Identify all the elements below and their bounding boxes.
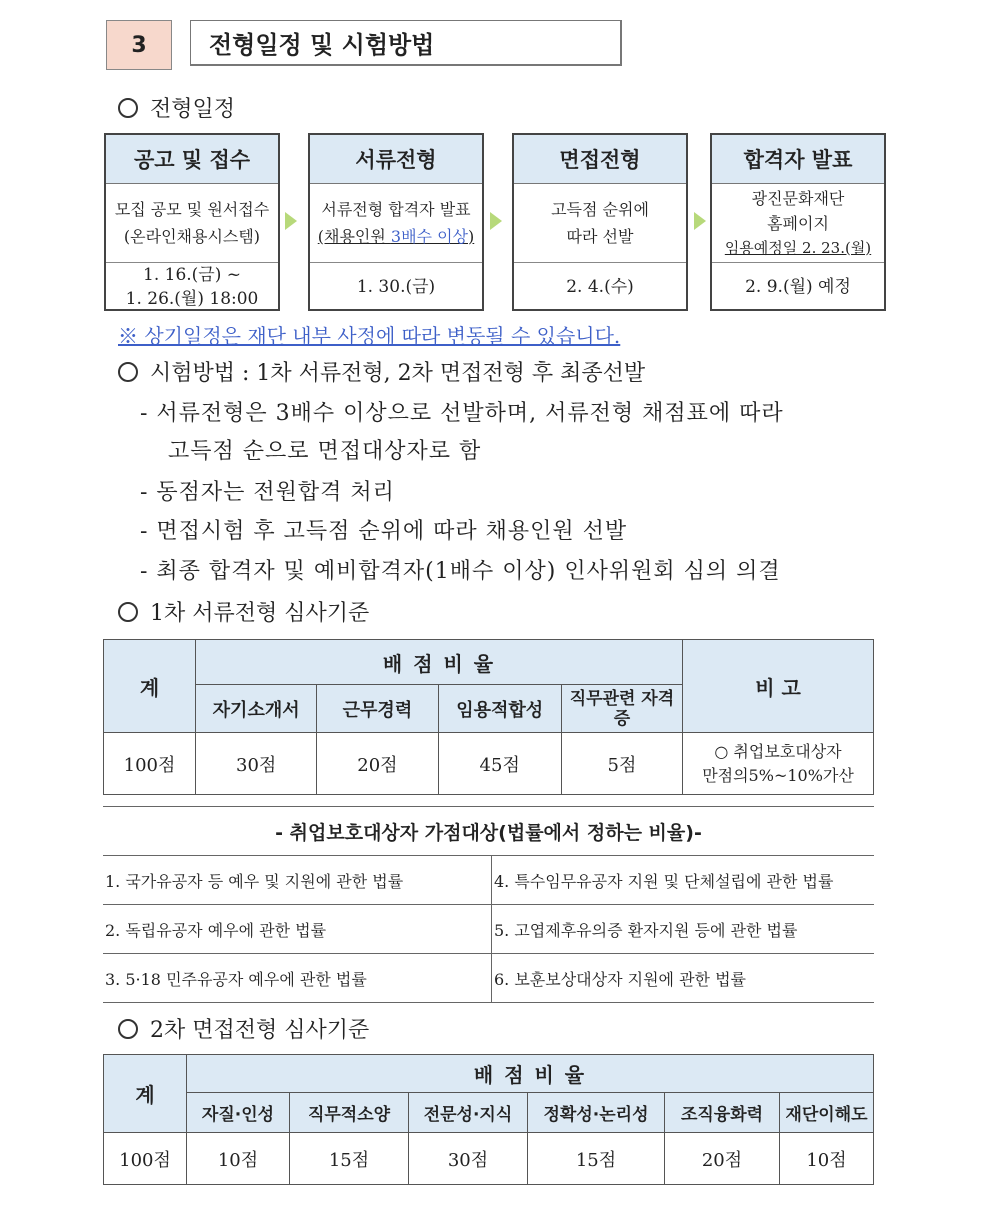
arrow-right-icon xyxy=(490,212,502,230)
method-item: - 동점자는 전원합격 처리 xyxy=(140,480,395,505)
step-interview xyxy=(512,133,688,311)
total-cell: 100점 xyxy=(104,1133,187,1185)
step-title: 면접전형 xyxy=(514,135,686,184)
column-header: 조직융화력 xyxy=(665,1093,780,1133)
step-date: 2. 9.(월) 예정 xyxy=(745,277,851,297)
total-cell: 100점 xyxy=(104,733,196,795)
section-title: 전형일정 및 시험방법 xyxy=(190,20,622,66)
step-desc: 모집 공모 및 원서접수 xyxy=(114,200,270,219)
total-header: 계 xyxy=(104,1055,187,1133)
column-header: 직무적소양 xyxy=(290,1093,409,1133)
arrow-right-icon xyxy=(285,212,297,230)
schedule-heading-text: 전형일정 xyxy=(150,97,236,122)
section-number: 3 xyxy=(106,20,172,70)
score-cell: 15점 xyxy=(528,1133,665,1185)
score-cell: 30점 xyxy=(409,1133,528,1185)
step-title: 서류전형 xyxy=(310,135,482,184)
score-cell: 5점 xyxy=(561,733,682,795)
law-cell: 2. 독립유공자 예우에 관한 법률 xyxy=(103,905,492,954)
score-cell: 20점 xyxy=(317,733,438,795)
step-date: 2. 4.(수) xyxy=(566,277,634,297)
divider xyxy=(103,806,874,807)
ratio-header: 배 점 비 율 xyxy=(187,1055,874,1093)
schedule-note: ※ 상기일정은 재단 내부 사정에 따라 변동될 수 있습니다. xyxy=(118,324,621,348)
schedule-heading xyxy=(118,92,235,123)
law-cell: 4. 특수임무유공자 지원 및 단체설립에 관한 법률 xyxy=(492,856,875,905)
step-date: 1. 16.(금) ~ xyxy=(143,265,241,285)
circle-bullet-icon xyxy=(118,362,138,382)
law-cell: 3. 5·18 민주유공자 예우에 관한 법률 xyxy=(103,954,492,1003)
interview-heading-text: 2차 면접전형 심사기준 xyxy=(150,1018,370,1043)
arrow-right-icon xyxy=(694,212,706,230)
interview-table xyxy=(103,1054,874,1185)
score-cell: 30점 xyxy=(196,733,317,795)
column-header: 직무관련 자격증 xyxy=(561,685,682,733)
column-header: 자질·인성 xyxy=(187,1093,290,1133)
method-item: - 최종 합격자 및 예비합격자(1배수 이상) 인사위원회 심의 의결 xyxy=(140,559,781,584)
column-header: 임용적합성 xyxy=(438,685,561,733)
step-announcement xyxy=(104,133,280,311)
law-cell: 1. 국가유공자 등 예우 및 지원에 관한 법률 xyxy=(103,856,492,905)
circle-bullet-icon xyxy=(118,98,138,118)
doc-screening-heading xyxy=(118,596,369,627)
step-date: 1. 30.(금) xyxy=(356,277,436,297)
step-document xyxy=(308,133,484,311)
law-cell: 6. 보훈보상대상자 지원에 관한 법률 xyxy=(492,954,875,1003)
step-desc: 따라 선발 xyxy=(566,227,634,246)
step-desc-line xyxy=(318,223,475,250)
method-item: - 서류전형은 3배수 이상으로 선발하며, 서류전형 채점표에 따라 xyxy=(140,401,784,426)
step-desc: 임용예정일 2. 23.(월) xyxy=(724,238,872,257)
doc-screening-heading-text: 1차 서류전형 심사기준 xyxy=(150,601,370,626)
step-date: 1. 26.(월) 18:00 xyxy=(125,289,259,309)
method-heading xyxy=(118,356,645,387)
column-header: 근무경력 xyxy=(317,685,438,733)
step-title: 합격자 발표 xyxy=(712,135,884,184)
remarks-header: 비 고 xyxy=(683,640,874,733)
step-desc: 홈페이지 xyxy=(767,213,829,233)
law-cell: 5. 고엽제후유의증 환자지원 등에 관한 법률 xyxy=(492,905,875,954)
step-desc-tail: ) xyxy=(468,227,475,246)
remarks-line: 만점의5%~10%가산 xyxy=(702,765,854,785)
score-cell: 20점 xyxy=(665,1133,780,1185)
step-desc: (채용인원 xyxy=(317,227,391,246)
circle-bullet-icon xyxy=(118,1019,138,1039)
remarks-cell xyxy=(683,733,874,795)
doc-screening-table xyxy=(103,639,874,795)
step-desc-highlight: 3배수 이상 xyxy=(390,227,468,246)
step-desc: 서류전형 합격자 발표 xyxy=(321,200,471,219)
total-header: 계 xyxy=(104,640,196,733)
step-desc: 고득점 순위에 xyxy=(551,200,649,219)
step-title: 공고 및 접수 xyxy=(106,135,278,184)
bonus-law-table xyxy=(103,855,874,1003)
circle-bullet-icon xyxy=(118,602,138,622)
ratio-header: 배 점 비 율 xyxy=(196,640,683,685)
remarks-line: ○ 취업보호대상자 xyxy=(714,741,842,761)
score-cell: 10점 xyxy=(187,1133,290,1185)
bonus-title: - 취업보호대상자 가점대상(법률에서 정하는 비율)- xyxy=(275,822,702,844)
method-heading-text: 시험방법 : 1차 서류전형, 2차 면접전형 후 최종선발 xyxy=(150,361,646,386)
method-item: - 면접시험 후 고득점 순위에 따라 채용인원 선발 xyxy=(140,519,628,544)
interview-heading xyxy=(118,1013,369,1044)
score-cell: 15점 xyxy=(290,1133,409,1185)
score-cell: 45점 xyxy=(438,733,561,795)
column-header: 자기소개서 xyxy=(196,685,317,733)
column-header: 정확성·논리성 xyxy=(528,1093,665,1133)
step-desc: (온라인채용시스템) xyxy=(123,227,261,246)
column-header: 재단이해도 xyxy=(780,1093,874,1133)
step-result xyxy=(710,133,886,311)
method-item: 고득점 순으로 면접대상자로 함 xyxy=(168,439,482,464)
column-header: 전문성·지식 xyxy=(409,1093,528,1133)
step-desc: 광진문화재단 xyxy=(751,188,845,208)
score-cell: 10점 xyxy=(780,1133,874,1185)
